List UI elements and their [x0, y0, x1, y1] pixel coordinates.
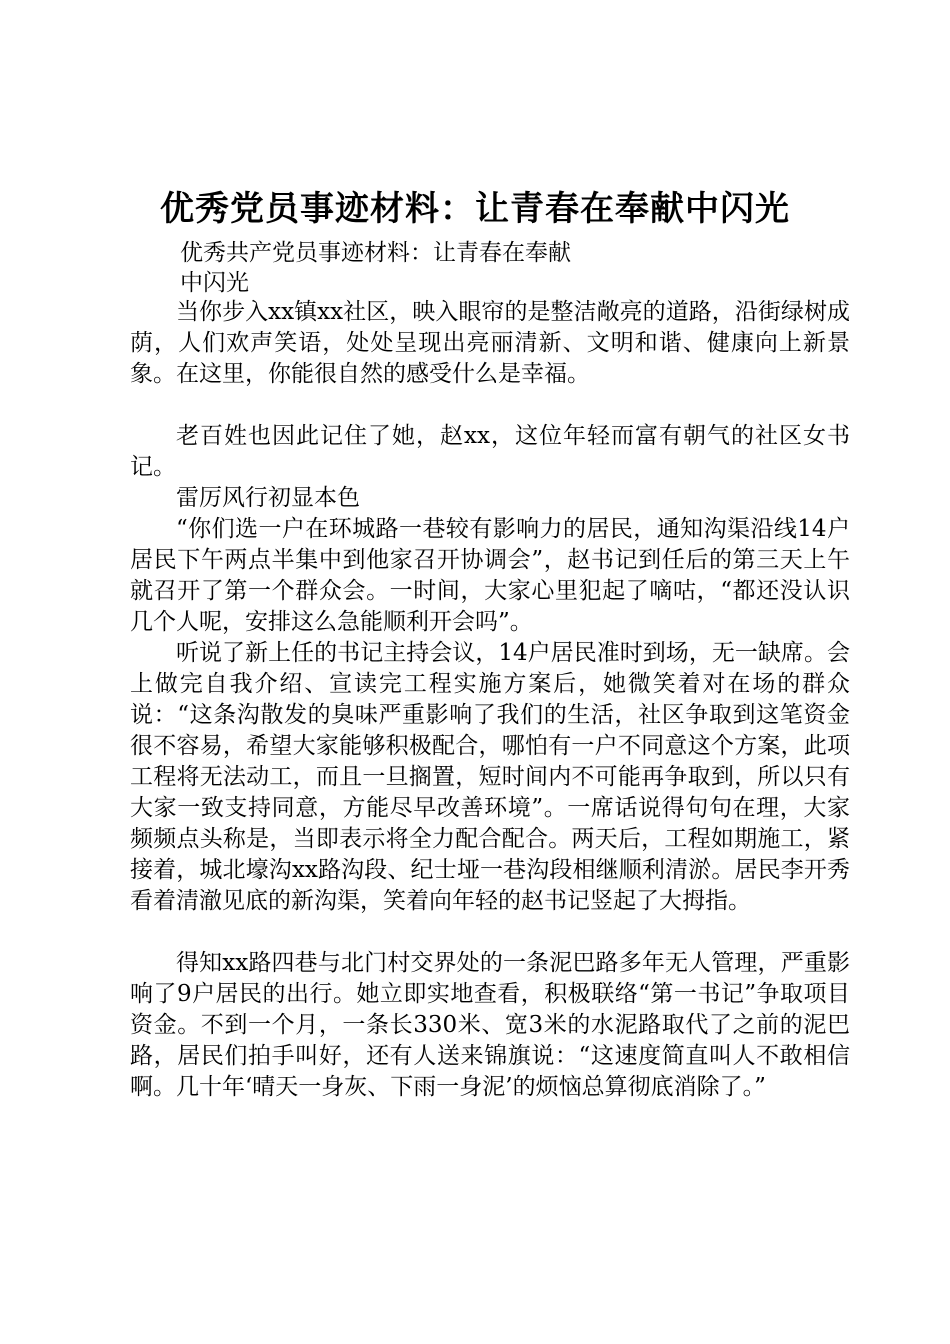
paragraph-secretary: 老百姓也因此记住了她，赵xx，这位年轻而富有朝气的社区女书记。 [130, 423, 850, 480]
subtitle-line-2: 中闪光 [180, 270, 249, 296]
document-subtitle [180, 238, 640, 298]
document-title: 优秀党员事迹材料：让青春在奉献中闪光 [160, 189, 790, 229]
paragraph-meeting: 听说了新上任的书记主持会议，14户居民准时到场，无一缺席。会上做完自我介绍、宣读完工程实施方案后，她微笑着对在场的群众说：“这条沟散发的臭味严重影响了我们的生活，社区争取到这笔资金很不容易，希望大家能够积极配合，哪怕有一户不同意这个方案，此项工程将无法动工，而且一旦搁置，短时间内不可能再争取到，所以只有大家一致支持同意，方能尽早改善环境”。一席话说得句句在理，大家频频点头称是，当即表示将全力配合配合。两天后，工程如期施工，紧接着，城北壕沟xx路沟段、纪士垭一巷沟段相继顺利清淤。居民李开秀看着清澈见底的新沟渠，笑着向年轻的赵书记竖起了大拇指。 [130, 640, 850, 914]
paragraph-intro: 当你步入xx镇xx社区，映入眼帘的是整洁敞亮的道路，沿街绿树成荫，人们欢声笑语，处处呈现出亮丽清新、文明和谐、健康向上新景象。在这里，你能很自然的感受什么是幸福。 [130, 299, 850, 387]
paragraph-meeting-call: “你们选一户在环城路一巷较有影响力的居民，通知沟渠沿线14户居民下午两点半集中到他家召开协调会”，赵书记到任后的第三天上午就召开了第一个群众会。一时间，大家心里犯起了嘀咕，“都还没认识几个人呢，安排这么急能顺利开会吗”。 [130, 516, 850, 635]
subtitle-line-1: 优秀共产党员事迹材料：让青春在奉献 [180, 240, 571, 266]
document-body [130, 297, 850, 1103]
paragraph-road: 得知xx路四巷与北门村交界处的一条泥巴路多年无人管理，严重影响了9户居民的出行。她立即实地查看，积极联络“第一书记”争取项目资金。不到一个月，一条长330米、宽3米的水泥路取代了之前的泥巴路，居民们拍手叫好，还有人送来锦旗说：“这速度简直叫人不敢相信啊。几十年‘晴天一身灰、下雨一身泥’的烦恼总算彻底消除了。” [130, 950, 850, 1100]
section-heading: 雷厉风行初显本色 [176, 485, 360, 511]
